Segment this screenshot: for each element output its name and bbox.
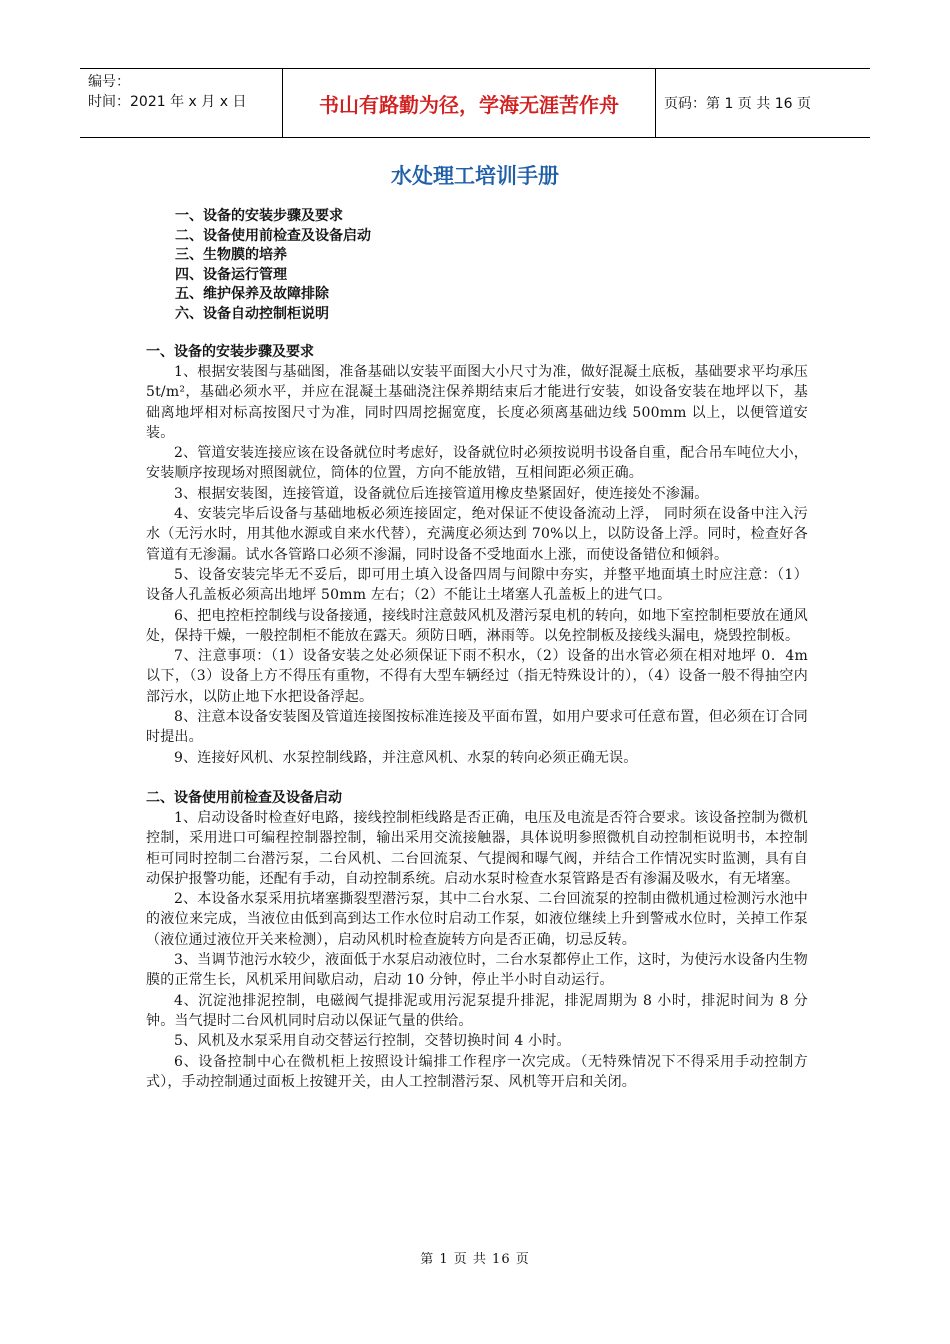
table-of-contents [175, 207, 371, 324]
paragraph: 8、注意本设备安装图及管道连接图按标准连接及平面布置，如用户要求可任意布置，但必须在订合同时提出。 [146, 709, 808, 746]
paragraph: 4、沉淀池排泥控制，电磁阀气提排泥或用污泥泵提升排泥，排泥周期为 8 小时，排泥时间为 8 分钟。当气提时二台风机同时启动以保证气量的供给。 [146, 992, 808, 1029]
header-page-info: 页码：第 1 页 共 16 页 [664, 96, 811, 112]
header-meta [80, 69, 282, 137]
paragraph: 3、根据安装图，连接管道，设备就位后连接管道用橡皮垫紧固好，使连接处不渗漏。 [174, 485, 709, 502]
paragraph: 3、当调节池污水较少，液面低于水泵启动液位时，二台水泵都停止工作，这时，为使污水设备内生物膜的正常生长，风机采用间歇启动，启动 10 分钟，停止半小时自动运行。 [146, 952, 808, 989]
paragraph: 7、注意事项：（1）设备安装之处必须保证下雨不积水，（2）设备的出水管必须在相对地坪 0．4m 以下，（3）设备上方不得压有重物，不得有大型车辆经过（指无特殊设计的），（4）设备一般不得抽空内部污水，以防止地下水把设备浮起。 [146, 648, 808, 705]
section-1 [146, 342, 808, 768]
paragraph: 9、连接好风机、水泵控制线路，并注意风机、水泵的转向必须正确无误。 [174, 749, 638, 766]
section-spacer [146, 768, 808, 788]
header-motto: 书山有路勤为径，学海无涯苦作舟 [282, 69, 656, 137]
paragraph: 1、启动设备时检查好电路，接线控制柜线路是否正确，电压及电流是否符合要求。该设备控制为微机控制，采用进口可编程控制器控制，输出采用交流接触器，具体说明参照微机自动控制柜说明书，本控制柜可同时控制二台潜污泵，二台风机、二台回流泵、气提阀和曝气阀，并结合工作情况实时监测，具有自动保护报警功能，还配有手动，自动控制系统。启动水泵时检查水泵管路是否有渗漏及吸水，有无堵塞。 [146, 809, 808, 887]
toc-item: 一、设备的安装步骤及要求 [175, 208, 343, 224]
section-heading: 一、设备的安装步骤及要求 [146, 344, 314, 360]
page-header [80, 68, 870, 138]
paragraph: 6、把电控柜控制线与设备接通，接线时注意鼓风机及潜污泵电机的转向，如地下室控制柜要放在通风处，保持干燥，一般控制柜不能放在露天。须防日晒，淋雨等。以免控制板及接线头漏电，烧毁控制板。 [146, 607, 808, 644]
paragraph: 2、本设备水泵采用抗堵塞撕裂型潜污泵，其中二台水泵、二台回流泵的控制由微机通过检测污水池中的液位来完成，当液位由低到高到达工作水位时启动工作泵，如液位继续上升到警戒水位时，关掉工作泵（液位通过液位开关来检测），启动风机时检查旋转方向是否正确，切忌反转。 [146, 891, 808, 948]
toc-item: 二、设备使用前检查及设备启动 [175, 227, 371, 244]
document-title: 水处理工培训手册 [391, 164, 559, 188]
toc-item: 三、生物膜的培养 [175, 247, 287, 263]
paragraph: 5、设备安装完毕无不妥后，即可用土填入设备四周与间隙中夯实，并整平地面填土时应注意：（1）设备人孔盖板必须高出地坪 50mm 左右；（2）不能让土堵塞人孔盖板上的进气口。 [146, 566, 808, 604]
toc-item: 六、设备自动控制柜说明 [175, 305, 329, 322]
toc-item: 五、维护保养及故障排除 [175, 286, 329, 302]
section-2 [146, 788, 808, 1092]
paragraph: 4、安装完毕后设备与基础地板必须连接固定，绝对保证不使设备流动上浮， 同时须在设备中注入污水（无污水时，用其他水源或自来水代替），充满度必须达到 70%以上，以防设备上浮。同时，检查好各管道有无渗漏。试水各管路口必须不渗漏，同时设备不受地面水上涨，而使设备错位和倾斜。 [146, 506, 808, 563]
page-footer: 第 1 页 共 16 页 [420, 1252, 530, 1267]
number-label: 编号： [88, 74, 130, 90]
paragraph: 6、设备控制中心在微机柜上按照设计编排工作程序一次完成。（无特殊情况下不得采用手动控制方式），手动控制通过面板上按键开关，由人工控制潜污泵、风机等开启和关闭。 [146, 1053, 808, 1090]
paragraph: 2、管道安装连接应该在设备就位时考虑好，设备就位时必须按说明书设备自重，配合吊车吨位大小，安装顺序按现场对照图就位，筒体的位置，方向不能放错，互相间距必须正确。 [146, 445, 808, 482]
section-heading: 二、设备使用前检查及设备启动 [146, 789, 342, 806]
toc-item: 四、设备运行管理 [175, 266, 287, 283]
paragraph: 5、风机及水泵采用自动交替运行控制，交替切换时间 4 小时。 [174, 1033, 571, 1050]
date-label: 时间：2021 年 x 月 x 日 [88, 94, 247, 110]
document-body [146, 342, 808, 1092]
paragraph: 1、根据安装图与基础图，准备基础以安装平面图大小尺寸为准，做好混凝土底板，基础要求平均承压 5t/m²，基础必须水平，并应在混凝土基础浇注保养期结束后才能进行安装，如设备安装在地坪以下，基础离地坪相对标高按图尺寸为准，同时四周挖掘宽度，长度必须离基础边线 500mm 以上，以便管道安装。 [146, 364, 808, 441]
